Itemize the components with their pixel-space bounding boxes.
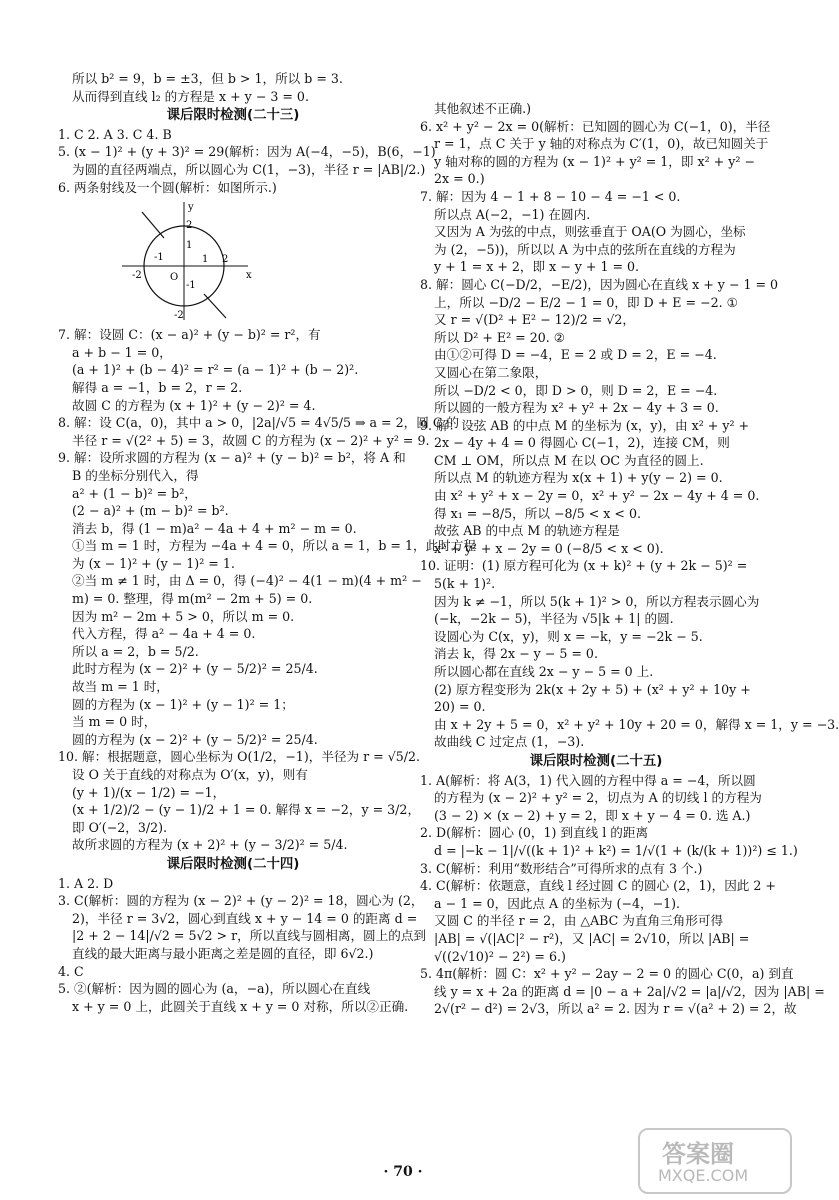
text-line: 因为 m² − 2m + 5 > 0，所以 m = 0. (72, 608, 295, 624)
ray-upper-left (142, 212, 164, 238)
text-line: 9. 解：设弦 AB 的中点 M 的坐标为 (x，y)，由 x² + y² + (420, 417, 750, 433)
text-line: x + y = 0 上，此圆关于直线 x + y = 0 对称，所以②正确. (72, 998, 409, 1014)
text-line: 此时方程为 (x − 2)² + (y − 5/2)² = 25/4. (72, 661, 318, 677)
text-line: r = 1，点 C 关于 y 轴的对称点为 C′(1，0)，故已知圆关于 (434, 136, 769, 152)
text-line: 又圆心在第二象限， (434, 364, 548, 380)
watermark-logo: 答案圈 (662, 1140, 734, 1168)
text-line: 5. ②(解析：因为圆的圆心为 (a，−a)，所以圆心在直线 (58, 981, 371, 997)
text-line: 故所求圆的方程为 (x + 2)² + (y − 3/2)² = 5/4. (72, 837, 348, 853)
tick-x-n2: -2 (132, 270, 142, 282)
text-line: 8. 解：圆心 C(−D/2，−E/2)，因为圆心在直线 x + y − 1 = 0 (420, 276, 779, 292)
text-line: 所以圆的一般方程为 x² + y² + 2x − 4y + 3 = 0. (434, 400, 719, 416)
x-axis-label: x (246, 270, 252, 282)
text-line: 由①②可得 D = −4，E = 2 或 D = 2，E = −4. (434, 347, 717, 363)
text-line: a − 1 = 0，因此点 A 的坐标为 (−4，−1). (434, 895, 681, 911)
text-line: 解得 a = −1，b = 2，r = 2. (72, 379, 243, 395)
section-title: 课后限时检测(二十四) (166, 856, 300, 872)
text-line: 2)，半径 r = 3√2，圆心到直线 x + y − 14 = 0 的距离 d = (72, 910, 418, 926)
text-line: 线 y = x + 2a 的距离 d = |0 − a + 2a|/√2 = |a|/√2，因为 |AB| = (434, 983, 825, 999)
text-line: 因为 k ≠ −1，所以 5(k + 1)² > 0，所以方程表示圆心为 (434, 593, 760, 609)
text-line: 故曲线 C 过定点 (1，−3). (434, 734, 585, 750)
tick-x-2: 2 (222, 254, 229, 266)
text-line: 5(k + 1)². (434, 576, 496, 592)
right-column (420, 100, 839, 1018)
circle-figure (58, 198, 408, 322)
tick-y-1: 1 (186, 240, 193, 252)
text-line: a + b − 1 = 0， (72, 344, 172, 360)
text-line: 2x − 4y + 4 = 0 得圆心 C(−1，2)，连接 CM，则 (434, 435, 730, 451)
text-line: 1. A 2. D (58, 875, 114, 891)
text-line: |2 + 2 − 14|/√2 = 5√2 > r，所以直线与圆相离，圆上的点到 (72, 928, 427, 944)
text-line: 又因为 A 为弦的中点，则弦垂直于 OA(O 为圆心，坐标 (434, 224, 746, 240)
text-line: y 轴对称的圆的方程为 (x − 1)² + y² = 1，即 x² + y² − (434, 153, 755, 169)
text-line: 圆的方程为 (x − 1)² + (y − 1)² = 1； (72, 696, 294, 712)
text-line: 半径 r = √(2² + 5) = 3，故圆 C 的方程为 (x − 2)² + y² = 9. (72, 432, 430, 448)
text-line: 设圆心为 C(x，y)，则 x = −k，y = −2k − 5. (434, 628, 703, 644)
text-line: 所以 b² = 9，b = ±3，但 b > 1，所以 b = 3. (72, 71, 343, 86)
tick-x-n1: -1 (154, 252, 164, 264)
page-number: · 70 · (383, 1164, 423, 1180)
text-line: 为圆的直径两端点，所以圆心为 C(1，−3)，半径 r = |AB|/2.) (72, 161, 426, 177)
section-title: 课后限时检测(二十三) (166, 108, 300, 124)
text-line: 消去 b，得 (1 − m)a² − 4a + 4 + m² − m = 0. (72, 520, 357, 536)
text-line: 7. 解：设圆 C：(x − a)² + (y − b)² = r²，有 (58, 327, 321, 343)
text-line: 2√(r² − d²) = 2√3，所以 a² = 2. 因为 r = √(a² + 2) = 2，故 (434, 1001, 797, 1017)
text-line: 故圆 C 的方程为 (x + 1)² + (y − 2)² = 4. (72, 397, 316, 413)
text-line: (2) 原方程变形为 2k(x + 2y + 5) + (x² + y² + 10y + (434, 681, 751, 697)
text-line: 由 x² + y² + x − 2y = 0，x² + y² − 2x − 4y + 4 = 0. (434, 488, 760, 504)
text-line: 又圆 C 的半径 r = 2，由 △ABC 为直角三角形可得 (434, 913, 724, 929)
circle-diagram (118, 198, 258, 322)
text-line: 的方程为 (x − 2)² + y² = 2，切点为 A 的切线 l 的方程为 (434, 790, 762, 806)
section-title: 课后限时检测(二十五) (529, 753, 663, 769)
text-line: x² + y² + x − 2y = 0 (−8/5 < x < 0). (434, 540, 664, 556)
text-line: 为 (2，−5))，所以以 A 为中点的弦所在直线的方程为 (434, 241, 736, 257)
text-line: ②当 m ≠ 1 时，由 Δ = 0，得 (−4)² − 4(1 − m)(4 + m² − (72, 573, 422, 589)
text-line: d = |−k − 1|/√((k + 1)² + k²) = 1/√(1 + (k/(k + 1))²) ≤ 1.) (434, 842, 798, 858)
text-line: 2. D(解析：圆心 (0，1) 到直线 l 的距离 (420, 825, 649, 841)
text-line: 1. A(解析：将 A(3，1) 代入圆的方程中得 a = −4，所以圆 (420, 772, 756, 788)
text-line: 所以点 A(−2，−1) 在圆内. (434, 206, 591, 222)
text-line: 10. 证明：(1) 原方程可化为 (x + k)² + (y + 2k − 5)² = (420, 558, 748, 574)
text-line: CM ⊥ OM，所以点 M 在以 OC 为直径的圆上. (434, 452, 704, 468)
tick-y-n1: -1 (186, 280, 196, 292)
watermark (638, 1128, 792, 1194)
ray-lower-right (204, 294, 226, 318)
tick-y-n2: -2 (174, 310, 184, 322)
text-line: 所以 −D/2 < 0，即 D > 0，则 D = 2，E = −4. (434, 382, 718, 398)
text-line: 上，所以 −D/2 − E/2 − 1 = 0，即 D + E = −2. ① (434, 294, 738, 310)
text-line: 5. 4π(解析：圆 C：x² + y² − 2ay − 2 = 0 的圆心 C(0，a) 到直 (420, 966, 794, 982)
text-line: 8. 解：设 C(a，0)，其中 a > 0，|2a|/√5 = 4√5/5 ⇒ a = 2，圆 C 的 (58, 415, 460, 431)
text-line: (y + 1)/(x − 1/2) = −1， (72, 784, 226, 800)
text-line: 4. C(解析：依题意，直线 l 经过圆 C 的圆心 (2，1)，因此 2 + (420, 878, 776, 894)
text-line: m) = 0. 整理，得 m(m² − 2m + 5) = 0. (72, 591, 313, 607)
text-line: B 的坐标分别代入，得 (72, 467, 199, 483)
text-line: (3 − 2) × (x − 2) + y = 2，即 x + y − 4 = 0. 选 A.) (434, 807, 751, 823)
text-line: 6. 两条射线及一个圆(解析：如图所示.) (58, 179, 277, 195)
text-line: a² + (1 − b)² = b²， (72, 485, 197, 501)
text-line: 5. (x − 1)² + (y + 3)² = 29(解析：因为 A(−4，−5)，B(6，−1) (58, 144, 436, 160)
text-line: 故弦 AB 的中点 M 的轨迹方程是 (434, 523, 620, 539)
text-line: 设 O 关于直线的对称点为 O′(x，y)，则有 (72, 767, 308, 782)
text-line: 即 O′(−2，3/2). (72, 819, 168, 835)
text-line: |AB| = √(|AC|² − r²)，又 |AC| = 2√10，所以 |AB| = (434, 930, 750, 946)
text-line: 20) = 0. (434, 699, 486, 715)
text-line: (2 − a)² + (m − b)² = b². (72, 503, 229, 519)
text-line: 从而得到直线 l₂ 的方程是 x + y − 3 = 0. (72, 88, 309, 104)
text-line: 6. x² + y² − 2x = 0(解析：已知圆的圆心为 C(−1，0)，半径 (420, 118, 771, 134)
text-line: 其他叙述不正确.) (434, 101, 532, 116)
text-line: 4. C (58, 963, 84, 979)
text-line: 由 x + 2y + 5 = 0，x² + y² + 10y + 20 = 0，解得 x = 1，y = −3. (434, 716, 839, 732)
y-axis-label: y (188, 202, 194, 214)
text-line: 10. 解：根据题意，圆心坐标为 O(1/2，−1)，半径为 r = √5/2. (58, 749, 420, 765)
text-line: 故当 m = 1 时， (72, 679, 169, 695)
text-line: (−k，−2k − 5)，半径为 √5|k + 1| 的圆. (434, 611, 674, 627)
text-line: 3. C(解析：利用“数形结合”可得所求的点有 3 个.) (420, 860, 703, 876)
text-line: 3. C(解析：圆的方程为 (x − 2)² + (y − 2)² = 18，圆心为 (2， (58, 893, 424, 909)
text-line: 1. C 2. A 3. C 4. B (58, 126, 172, 142)
text-line: 所以点 M 的轨迹方程为 x(x + 1) + y(y − 2) = 0. (434, 470, 723, 486)
text-line: 又 r = √(D² + E² − 12)/2 = √2， (434, 312, 636, 328)
text-line: 所以圆心都在直线 2x − y − 5 = 0 上. (434, 664, 654, 679)
text-line: ①当 m = 1 时，方程为 −4a + 4 = 0，所以 a = 1，b = 1，此时方程 (72, 538, 476, 554)
text-line: 直线的最大距离与最小距离之差是圆的直径，即 6√2.) (72, 945, 374, 961)
tick-y-2: 2 (186, 220, 193, 232)
text-line: 消去 k，得 2x − y − 5 = 0. (434, 646, 598, 662)
text-line: √((2√10)² − 2²) = 6.) (434, 948, 566, 964)
text-line: 所以 D² + E² = 20. ② (434, 329, 566, 345)
text-line: 9. 解：设所求圆的方程为 (x − a)² + (y − b)² = b²，将 A 和 (58, 450, 406, 466)
text-line: 代入方程，得 a² − 4a + 4 = 0. (72, 626, 256, 642)
origin-label: O (170, 272, 179, 284)
text-line: 为 (x − 1)² + (y − 1)² = 1. (72, 555, 235, 571)
text-line: (a + 1)² + (b − 4)² = r² = (a − 1)² + (b − 2)². (72, 362, 359, 378)
text-line: y + 1 = x + 2，即 x − y + 1 = 0. (434, 259, 640, 275)
text-line: 所以 a = 2，b = 5/2. (72, 643, 199, 659)
tick-x-1: 1 (202, 254, 209, 266)
text-line: 2x = 0.) (434, 171, 485, 187)
text-line: 当 m = 0 时， (72, 714, 157, 730)
watermark-url: MXQE.COM (658, 1166, 749, 1185)
text-line: 圆的方程为 (x − 2)² + (y − 5/2)² = 25/4. (72, 731, 318, 747)
text-line: 得 x₁ = −8/5，所以 −8/5 < x < 0. (434, 505, 641, 521)
text-line: (x + 1/2)/2 − (y − 1)/2 + 1 = 0. 解得 x = −2，y = 3/2， (72, 802, 421, 818)
text-line: 7. 解：因为 4 − 1 + 8 − 10 − 4 = −1 < 0. (420, 188, 681, 204)
